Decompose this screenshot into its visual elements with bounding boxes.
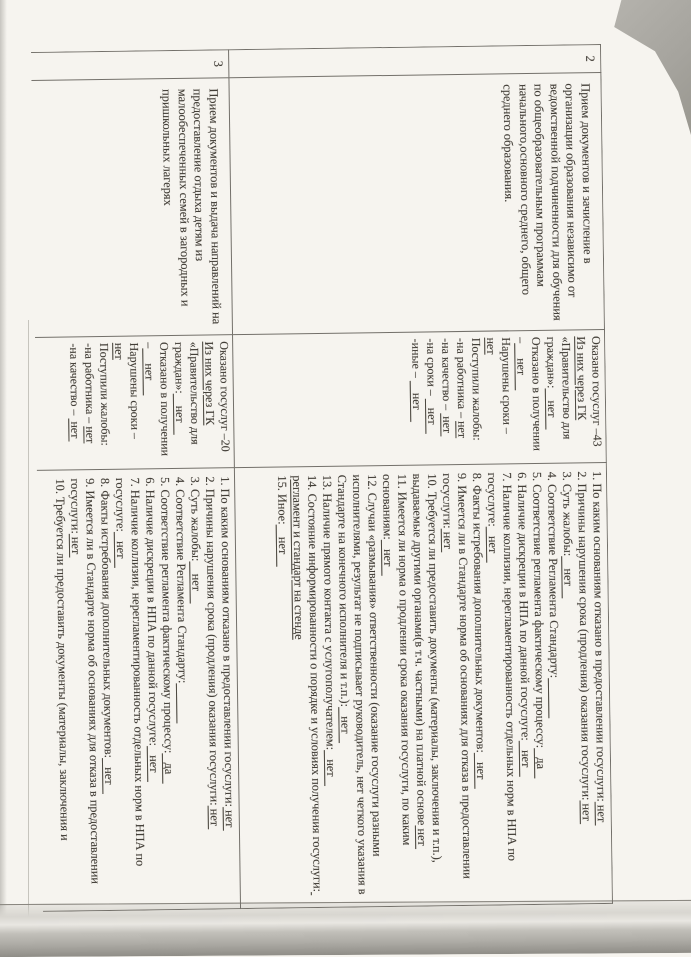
text-segment: 4. Соответствие Регламента Стандарту: (173, 476, 190, 684)
text-segment: 9. Имеется ли в Стандарте норма об основаниях для отказа в предоставлении госуслуги: (68, 478, 103, 888)
stats-line (453, 338, 470, 461)
answer-blank: нет (68, 418, 83, 442)
text-segment: -на работника – (82, 343, 98, 427)
answer-blank: нет (275, 524, 291, 567)
answer-blank: нет (146, 745, 162, 782)
text-segment: 4. Соответствие Регламента Стандарту: (544, 471, 562, 679)
text-segment: 15. Иное: (274, 475, 290, 525)
answer-blank: нет (594, 801, 609, 826)
text-segment: 8. Факты истребования дополнительных документов: (98, 477, 116, 759)
answer-blank (548, 678, 563, 718)
stats-line (201, 341, 218, 464)
cut-corner-background (611, 0, 691, 135)
answer-blank: да (161, 753, 177, 784)
answer-blank: нет (455, 420, 470, 439)
text-segment: 13. Наличие прямого контакта с услугополучателем: (319, 474, 338, 751)
answer-blank: регламент и стандарт на стенде (289, 475, 325, 896)
text-segment: «Правительство для (559, 336, 575, 440)
answer-blank: нет (380, 539, 396, 576)
question-item (439, 473, 475, 899)
question-item (334, 474, 385, 901)
answer-blank: нет (440, 528, 456, 553)
stats-line (573, 336, 590, 459)
stats-line (126, 342, 143, 465)
answer-blank: нет (414, 825, 430, 850)
page-left-edge-shadow (0, 0, 7, 950)
question-item (409, 473, 445, 899)
text-segment: 1. По каким основаниям отказано в предоставлении госуслуги: (589, 471, 609, 802)
answer-blank: нет (189, 561, 204, 604)
text-segment: 14. Состояние информированности о порядке и условиях получения госуслуги: (304, 474, 325, 893)
question-item (484, 472, 520, 898)
stats-line (81, 343, 98, 466)
rotated-document (31, 44, 613, 912)
questions-cell (31, 467, 241, 912)
answer-blank: нет (579, 800, 594, 825)
page-fold-line (28, 320, 29, 920)
answer-blank: нет (142, 348, 157, 396)
stats-line (111, 343, 128, 466)
stats-line (498, 337, 515, 460)
stats-line (171, 342, 188, 465)
answer-blank: Из них через ГК (574, 336, 590, 421)
text-segment: граждан»: (544, 336, 559, 389)
stats-line (438, 338, 455, 461)
answer-blank: нет (544, 388, 560, 430)
service-stats-cell (31, 334, 235, 470)
answer-blank: нет (222, 806, 237, 831)
question-item (112, 477, 148, 903)
text-segment: Нарушены сроки – (127, 342, 143, 440)
answer-blank: нет (409, 380, 425, 422)
text-segment: Оказано госуслуг –43 (589, 335, 605, 447)
stats-line (423, 338, 440, 461)
answer-blank: нет (113, 531, 129, 568)
text-segment: 8. Факты истребования дополнительных документов: (469, 472, 488, 753)
text-segment: 12. Случаи «размывания» ответственности (оказание госуслуги разными исполнителями, результат не подписывает руководитель, нет четкого указания в Стандарте на конечного исполнителя и т.п.): (334, 474, 385, 898)
text-segment: 6. Наличие дискреции в НПА по данной госуслуге: (143, 477, 161, 747)
answer-blank: нет (485, 526, 501, 563)
text-segment: Поступили жалобы: (469, 337, 485, 441)
text-segment: «Правительство для (187, 341, 203, 445)
stats-line (528, 337, 545, 460)
text-segment: Нарушены сроки – (499, 337, 515, 434)
answer-blank: нет (514, 343, 529, 391)
answer-blank: нет (68, 533, 84, 558)
text-segment: 10. Требуется ли предоставить документы (материалы, заключения и т.п.), выдаваемые другими органами(в т.ч. частными) на платной основе (409, 473, 445, 867)
answer-blank: нет (207, 805, 222, 830)
answer-blank: нет (338, 706, 353, 743)
text-segment: 5. Соответствие регламента фактическому процессу: (529, 471, 548, 749)
text-segment: Оказано госуслуг –20 (217, 341, 233, 452)
stats-line (156, 342, 173, 465)
question-item (289, 475, 325, 901)
question-item (67, 478, 103, 904)
text-segment: 7. Наличие коллизии, нерегламентированность отдельных норм в НПА по госуслуге: (484, 472, 520, 865)
answer-blank: нет (561, 556, 576, 599)
questions-cell (235, 462, 613, 909)
service-name-cell: Прием документов и зачисление в организации образования независимо от ведомственной подчиненности для обучения по общеобразовательным программам начального,основного среднего, общего среднего образования. (229, 72, 605, 334)
stats-line (216, 341, 233, 464)
answer-blank: нет (112, 342, 127, 360)
answer-blank: нет (101, 757, 117, 794)
text-segment: – (514, 337, 529, 344)
stats-line (186, 342, 203, 465)
stats-line (96, 343, 113, 466)
stats-line (141, 342, 158, 465)
text-segment: – (142, 342, 157, 349)
stats-line (66, 343, 83, 466)
answer-blank: Из них через ГК (202, 341, 218, 426)
answer-blank: да (533, 748, 549, 779)
text-segment: 2. Причины нарушения срока (продления) оказания госуслуги: (574, 471, 594, 801)
text-segment: 3. Суть жалобы: (559, 471, 576, 557)
answer-blank (176, 683, 191, 723)
stats-line (543, 337, 560, 460)
answer-blank: нет (484, 337, 499, 355)
text-segment: Отказано в получении (529, 336, 545, 451)
answer-blank: нет (440, 413, 455, 437)
stats-line (558, 336, 575, 459)
answer-blank: нет (323, 749, 339, 787)
answer-blank: нет (424, 398, 440, 434)
text-segment: 3. Суть жалобы: (188, 476, 204, 562)
answer-blank: нет (518, 740, 534, 777)
question-item (379, 474, 415, 900)
text-segment: Отказано в получении (157, 342, 173, 457)
text-segment: Поступили жалобы: (97, 342, 113, 446)
stats-line (483, 337, 500, 460)
services-table (31, 44, 613, 912)
row-number-cell: 2 (229, 44, 601, 77)
answer-blank: нет (473, 752, 489, 789)
text-segment: -на качество – (67, 343, 83, 419)
stats-line (588, 336, 605, 459)
stats-line (513, 337, 530, 460)
text-segment: -на качество – (439, 338, 455, 414)
text-segment: 2. Причины нарушения срока (продления) оказания госуслуги: (203, 476, 222, 806)
answer-blank: нет (172, 393, 188, 435)
text-segment: граждан»: (172, 341, 187, 394)
text-segment: 5. Соответствие регламента фактическому процессу: (158, 477, 176, 754)
text-segment: 9. Имеется ли в Стандарте норма об основаниях для отказа в предоставлении госуслуги: (439, 472, 475, 882)
row-number-cell: 3 (31, 49, 229, 80)
stats-line (468, 338, 485, 461)
stats-line (408, 339, 425, 462)
text-segment: 7. Наличие коллизии, нерегламентированность отдельных норм в НПА по госуслуге: (113, 477, 148, 870)
text-segment: -на работника – (454, 337, 470, 422)
service-name-cell: Прием документов и выдача направлений на предоставление отдыха детям из малообеспеченных семей в загородных и пришкольных лагерях (31, 77, 233, 337)
text-segment: 10. Требуется ли предоставить документы (материалы, заключения и (53, 478, 73, 841)
text-segment: 11. Имеется ли норма о продлении срока оказания госуслуги, по каким основаниям: (379, 473, 415, 849)
text-segment: 6. Наличие дискреции в НПА по данной госуслуге: (514, 472, 533, 741)
text-segment: 1. По каким основаниям отказано в предоставлении госуслуги: (217, 476, 237, 808)
answer-blank: нет (83, 426, 98, 444)
text-segment: -на сроки – (424, 338, 439, 399)
service-stats-cell (233, 329, 607, 467)
text-segment: -иные – (409, 338, 424, 381)
